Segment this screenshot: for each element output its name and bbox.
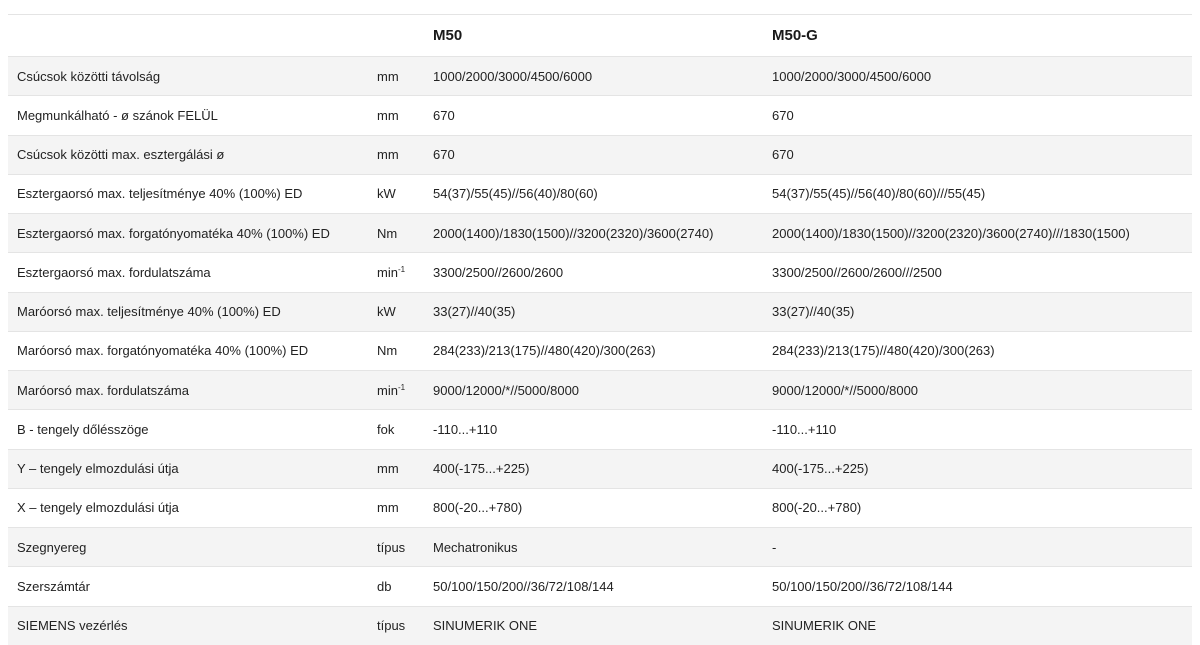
spec-table-body [8, 15, 1192, 645]
spec-value-m50: Mechatronikus [424, 528, 763, 567]
spec-label: Y – tengely elmozdulási útja [8, 449, 368, 488]
spec-unit-text: db [377, 578, 392, 594]
spec-unit-text: fok [377, 421, 395, 437]
table-row [8, 449, 1192, 488]
spec-unit-text: mm [377, 500, 399, 516]
model-m50-heading: M50 [424, 15, 763, 57]
table-row [8, 96, 1192, 135]
spec-value-m50: 3300/2500//2600/2600 [424, 253, 763, 292]
spec-label: Esztergaorsó max. forgatónyomatéka 40% (100%) ED [8, 214, 368, 253]
table-row [8, 410, 1192, 449]
table-row [8, 174, 1192, 213]
table-row [8, 567, 1192, 606]
spec-unit-text: típus [377, 618, 406, 634]
table-row [8, 253, 1192, 292]
spec-value-m50g: -110...+110 [763, 410, 1192, 449]
table-row [8, 606, 1192, 645]
spec-unit-text: Nm [377, 225, 398, 241]
spec-value-m50: 54(37)/55(45)//56(40)/80(60) [424, 174, 763, 213]
spec-unit [368, 292, 424, 331]
spec-value-m50: -110...+110 [424, 410, 763, 449]
spec-value-m50g: 9000/12000/*//5000/8000 [763, 371, 1192, 410]
spec-unit [368, 214, 424, 253]
spec-unit-text: min [377, 382, 398, 398]
spec-unit [368, 135, 424, 174]
spec-label: Esztergaorsó max. fordulatszáma [8, 253, 368, 292]
spec-unit-text: kW [377, 304, 396, 320]
spec-unit-text: mm [377, 461, 399, 477]
spec-value-m50g: 284(233)/213(175)//480(420)/300(263) [763, 331, 1192, 370]
spec-unit-text: mm [377, 107, 399, 123]
header-unit-cell [368, 15, 424, 57]
table-row [8, 488, 1192, 527]
spec-value-m50g: 670 [763, 135, 1192, 174]
spec-unit [368, 488, 424, 527]
spec-label: Megmunkálható - ø szánok FELÜL [8, 96, 368, 135]
spec-value-m50g: 800(-20...+780) [763, 488, 1192, 527]
table-row [8, 57, 1192, 96]
spec-label: Szegnyereg [8, 528, 368, 567]
spec-label: Maróorsó max. teljesítménye 40% (100%) ED [8, 292, 368, 331]
spec-unit-text: mm [377, 147, 399, 163]
spec-value-m50: 670 [424, 96, 763, 135]
spec-value-m50g: 33(27)//40(35) [763, 292, 1192, 331]
spec-unit-exponent: -1 [397, 264, 406, 274]
spec-value-m50g: 1000/2000/3000/4500/6000 [763, 57, 1192, 96]
spec-unit [368, 174, 424, 213]
spec-unit-text: kW [377, 186, 396, 202]
spec-label: Csúcsok közötti max. esztergálási ø [8, 135, 368, 174]
table-row [8, 528, 1192, 567]
spec-unit [368, 253, 424, 292]
spec-unit-text: típus [377, 539, 406, 555]
spec-value-m50g: 50/100/150/200//36/72/108/144 [763, 567, 1192, 606]
spec-unit-text: mm [377, 68, 399, 84]
spec-value-m50g: 400(-175...+225) [763, 449, 1192, 488]
spec-unit [368, 449, 424, 488]
spec-unit [368, 606, 424, 645]
spec-value-m50g: 2000(1400)/1830(1500)//3200(2320)/3600(2740)///1830(1500) [763, 214, 1192, 253]
table-row [8, 371, 1192, 410]
spec-label: Maróorsó max. fordulatszáma [8, 371, 368, 410]
spec-value-m50g: - [763, 528, 1192, 567]
spec-label: Szerszámtár [8, 567, 368, 606]
spec-value-m50: 284(233)/213(175)//480(420)/300(263) [424, 331, 763, 370]
spec-label: X – tengely elmozdulási útja [8, 488, 368, 527]
spec-value-m50g: 670 [763, 96, 1192, 135]
spec-value-m50: 670 [424, 135, 763, 174]
spec-unit [368, 57, 424, 96]
spec-label: Csúcsok közötti távolság [8, 57, 368, 96]
spec-label: SIEMENS vezérlés [8, 606, 368, 645]
spec-unit [368, 528, 424, 567]
spec-value-m50g: 54(37)/55(45)//56(40)/80(60)///55(45) [763, 174, 1192, 213]
spec-value-m50: 800(-20...+780) [424, 488, 763, 527]
spec-unit-exponent: -1 [397, 382, 406, 392]
table-row [8, 292, 1192, 331]
spec-value-m50g: SINUMERIK ONE [763, 606, 1192, 645]
spec-table [8, 14, 1192, 645]
spec-value-m50: 1000/2000/3000/4500/6000 [424, 57, 763, 96]
spec-unit [368, 96, 424, 135]
spec-label: Maróorsó max. forgatónyomatéka 40% (100%) ED [8, 331, 368, 370]
table-header-row [8, 15, 1192, 57]
spec-value-m50: SINUMERIK ONE [424, 606, 763, 645]
header-label-cell [8, 15, 368, 57]
spec-label: Esztergaorsó max. teljesítménye 40% (100%) ED [8, 174, 368, 213]
spec-value-m50g: 3300/2500//2600/2600///2500 [763, 253, 1192, 292]
table-row [8, 214, 1192, 253]
spec-value-m50: 400(-175...+225) [424, 449, 763, 488]
spec-value-m50: 2000(1400)/1830(1500)//3200(2320)/3600(2740) [424, 214, 763, 253]
spec-unit [368, 410, 424, 449]
spec-value-m50: 50/100/150/200//36/72/108/144 [424, 567, 763, 606]
spec-unit [368, 567, 424, 606]
table-row [8, 135, 1192, 174]
spec-label: B - tengely dőlésszöge [8, 410, 368, 449]
spec-value-m50: 9000/12000/*//5000/8000 [424, 371, 763, 410]
spec-value-m50: 33(27)//40(35) [424, 292, 763, 331]
spec-unit-text: Nm [377, 343, 398, 359]
spec-unit [368, 371, 424, 410]
table-row [8, 331, 1192, 370]
spec-unit-text: min [377, 264, 398, 280]
spec-unit [368, 331, 424, 370]
model-m50g-heading: M50-G [763, 15, 1192, 57]
